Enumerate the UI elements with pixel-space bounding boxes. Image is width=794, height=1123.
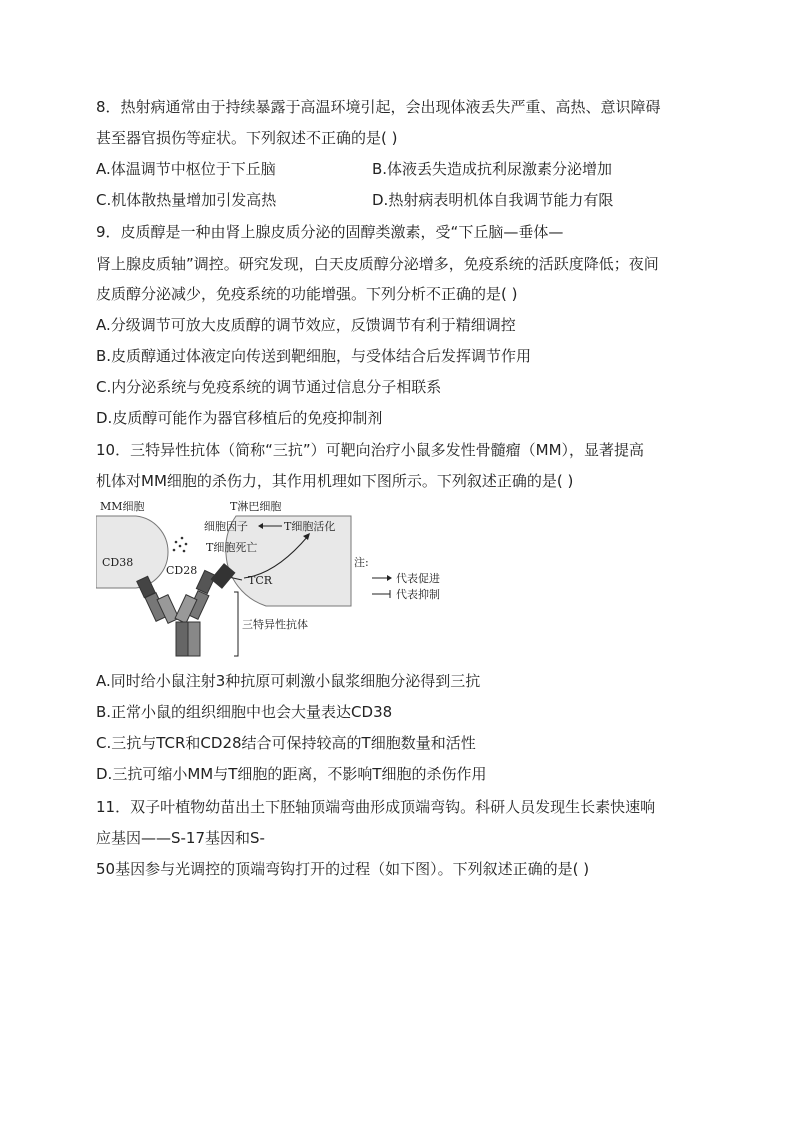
legend-inhibit-label: 代表抑制 [396,588,440,601]
q8-stem-line1: 8．热射病通常由于持续暴露于高温环境引起，会出现体液丢失严重、高热、意识障碍 [96,98,661,116]
q11-stem-line2: 应基因——S-17基因和S- [96,829,265,847]
cd28-label: CD28 [166,564,198,577]
mm-cell-shape [96,516,168,588]
q10-stem-line2: 机体对MM细胞的杀伤力，其作用机理如下图所示。下列叙述正确的是( ) [96,472,574,490]
cytokine-label: 细胞因子 [204,520,248,533]
q10-option-d: D.三抗可缩小MM与T细胞的距离，不影响T细胞的杀伤作用 [96,765,487,783]
q10-stem-line1: 10．三特异性抗体（简称“三抗”）可靶向治疗小鼠多发性骨髓瘤（MM），显著提高 [96,441,645,459]
t-cell-label: T淋巴细胞 [230,500,282,513]
q8-option-d: D.热射病表明机体自我调节能力有限 [372,191,614,209]
q10-option-a: A.同时给小鼠注射3种抗原可刺激小鼠浆细胞分泌得到三抗 [96,672,481,690]
q10-option-b: B.正常小鼠的组织细胞中也会大量表达CD38 [96,703,393,721]
q10-mechanism-figure [96,496,456,664]
cytokine-dots [173,537,188,553]
legend-promote-head [387,575,392,581]
q9-option-b: B.皮质醇通过体液定向传送到靶细胞，与受体结合后发挥调节作用 [96,347,532,365]
mm-cell-label: MM细胞 [100,500,145,513]
antibody-label: 三特异性抗体 [242,618,308,631]
q9-option-c: C.内分泌系统与免疫系统的调节通过信息分子相联系 [96,378,442,396]
q9-option-a: A.分级调节可放大皮质醇的调节效应，反馈调节有利于精细调控 [96,316,516,334]
legend-promote-label: 代表促进 [396,572,440,585]
t-death-label: T细胞死亡 [206,541,258,554]
q11-stem-line1: 11．双子叶植物幼苗出土下胚轴顶端弯曲形成顶端弯钩。科研人员发现生长素快速响 [96,798,656,816]
q8-option-c: C.机体散热量增加引发高热 [96,191,277,209]
q11-stem-line3: 50基因参与光调控的顶端弯钩打开的过程（如下图）。下列叙述正确的是( ) [96,860,590,878]
q8-stem-line2: 甚至器官损伤等症状。下列叙述不正确的是( ) [96,129,398,147]
cd38-label: CD38 [102,556,134,569]
q9-stem-line2: 肾上腺皮质轴”调控。研究发现，白天皮质醇分泌增多，免疫系统的活跃度降低；夜间 [96,255,659,273]
q8-option-a: A.体温调节中枢位于下丘脑 [96,160,276,178]
tcr-label: TCR [248,574,273,587]
t-activation-label: T细胞活化 [284,520,336,533]
q10-option-c: C.三抗与TCR和CD28结合可保持较高的T细胞数量和活性 [96,734,476,752]
q9-option-d: D.皮质醇可能作为器官移植后的免疫抑制剂 [96,409,383,427]
q8-option-b: B.体液丢失造成抗利尿激素分泌增加 [372,160,613,178]
q9-stem-line1: 9．皮质醇是一种由肾上腺皮质分泌的固醇类激素，受“下丘脑—垂体— [96,223,564,241]
legend-note: 注: [354,556,369,569]
antibody-brace [234,592,238,656]
q9-stem-line3: 皮质醇分泌减少，免疫系统的功能增强。下列分析不正确的是( ) [96,285,518,303]
